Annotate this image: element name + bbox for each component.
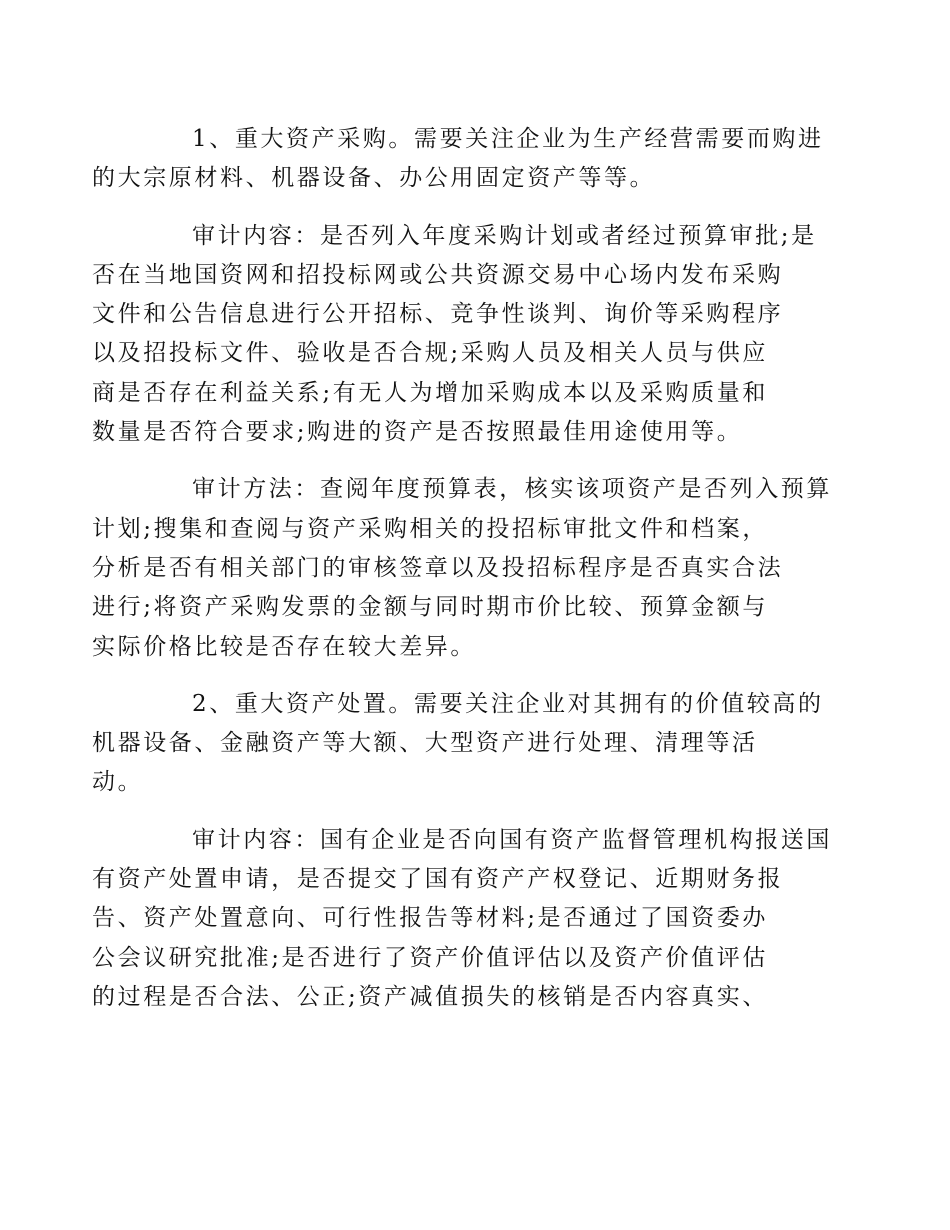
text-line: 动。: [92, 769, 144, 796]
text-line: 否在当地国资网和招投标网或公共资源交易中心场内发布采购: [92, 261, 784, 288]
text-line: 审计内容：是否列入年度采购计划或者经过预算审批;是: [192, 222, 817, 249]
paragraph-procurement-audit-content: [92, 217, 817, 453]
document-body: [92, 120, 832, 1035]
text-line: 文件和公告信息进行公开招标、竞争性谈判、询价等采购程序: [92, 301, 784, 328]
text-line: 以及招投标文件、验收是否合规;采购人员及相关人员与供应: [92, 340, 768, 367]
text-line: 数量是否符合要求;购进的资产是否按照最佳用途使用等。: [92, 419, 743, 446]
text-line: 公会议研究批准;是否进行了资产价值评估以及资产价值评估: [92, 944, 768, 971]
text-line: 分析是否有相关部门的审核签章以及投招标程序是否真实合法: [92, 554, 784, 581]
text-line: 实际价格比较是否存在较大差异。: [92, 633, 476, 660]
text-line: 1、重大资产采购。需要关注企业为生产经营需要而购进: [192, 126, 824, 152]
text-line: 审计内容：国有企业是否向国有资产监督管理机构报送国: [192, 826, 832, 853]
text-line: 机器设备、金融资产等大额、大型资产进行处理、清理等活: [92, 730, 758, 757]
paragraph-asset-procurement: [92, 120, 824, 199]
paragraph-procurement-audit-method: [92, 470, 832, 666]
text-line: 商是否存在利益关系;有无人为增加采购成本以及采购质量和: [92, 379, 768, 406]
text-line: 有资产处置申请，是否提交了国有资产产权登记、近期财务报: [92, 866, 784, 893]
text-line: 的大宗原材料、机器设备、办公用固定资产等等。: [92, 165, 656, 192]
paragraph-disposal-audit-content: [92, 821, 832, 1017]
text-line: 告、资产处置意向、可行性报告等材料;是否通过了国资委办: [92, 905, 768, 932]
text-line: 的过程是否合法、公正;资产减值损失的核销是否内容真实、: [92, 983, 768, 1010]
paragraph-asset-disposal: [92, 685, 824, 803]
text-line: 2、重大资产处置。需要关注企业对其拥有的价值较高的: [192, 690, 824, 717]
text-line: 进行;将资产采购发票的金额与同时期市价比较、预算金额与: [92, 594, 768, 621]
text-line: 审计方法：查阅年度预算表，核实该项资产是否列入预算: [192, 476, 832, 503]
text-line: 计划;搜集和查阅与资产采购相关的投招标审批文件和档案，: [92, 515, 768, 542]
